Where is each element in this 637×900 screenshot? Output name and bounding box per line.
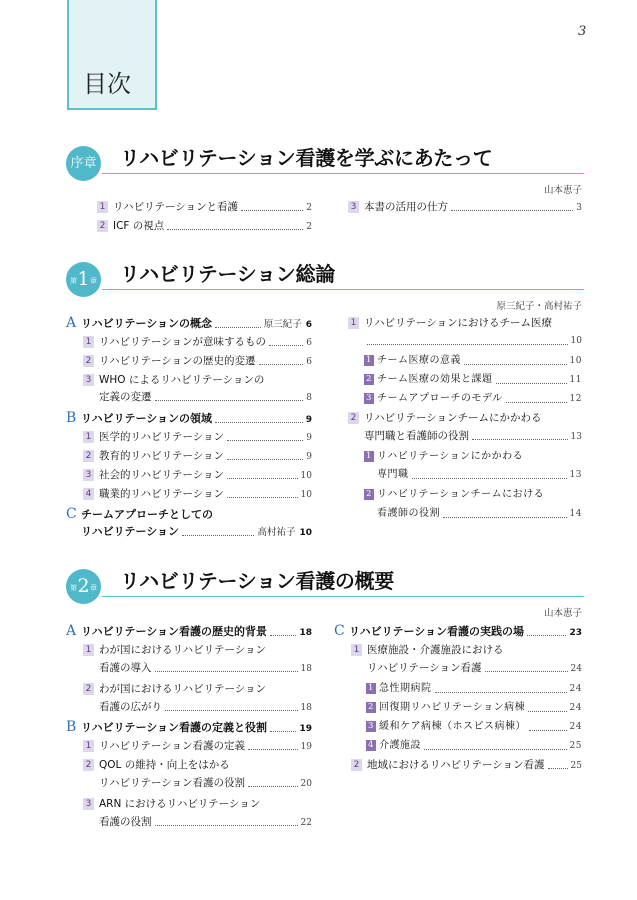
toc-entry-continued[interactable]: 看護の役割 22: [99, 816, 312, 828]
toc-entry[interactable]: 2 QOL の維持・向上をはかる: [66, 758, 312, 772]
chapter-title[interactable]: リハビリテーション総論: [120, 262, 335, 286]
toc-entry-continued[interactable]: 看護の導入 18: [99, 662, 312, 674]
toc-entry[interactable]: 1 リハビリテーション看護の定義 19: [66, 739, 312, 754]
toc-subentry[interactable]: 3 チームアプローチのモデル 12: [348, 392, 582, 406]
toc-subentry[interactable]: 1 急性期病院 24: [334, 682, 582, 696]
toc-subentry-continued[interactable]: 看護師の役割 14: [377, 508, 582, 519]
section-heading[interactable]: A リハビリテーション看護の歴史的背景 18: [66, 623, 312, 639]
chapter-rule: [102, 289, 584, 290]
chapter-badge: 序章: [66, 146, 101, 181]
toc-entry[interactable]: 1 リハビリテーションが意味するもの 6: [66, 335, 312, 350]
toc-entry-continued[interactable]: 専門職と看護師の役割 13: [364, 430, 582, 442]
toc-subentry-continued[interactable]: 専門職 13: [377, 469, 582, 480]
toc-title: 目次: [83, 70, 131, 98]
toc-entry[interactable]: 1 医療施設・介護施設における: [334, 643, 582, 657]
chapter-title[interactable]: リハビリテーション看護の概要: [120, 569, 394, 593]
toc-entry[interactable]: 3 WHO によるリハビリテーションの: [66, 373, 312, 387]
toc-entry[interactable]: 2 地域におけるリハビリテーション看護 25: [334, 758, 582, 773]
toc-entry[interactable]: 3 社会的リハビリテーション 10: [66, 468, 312, 483]
toc-entry-continued[interactable]: 定義の変遷 8: [99, 391, 312, 403]
section-heading[interactable]: B リハビリテーションの領域 9: [66, 410, 312, 426]
toc-entry[interactable]: 2 わが国におけるリハビリテーション: [66, 682, 312, 696]
chapter-title[interactable]: リハビリテーション看護を学ぶにあたって: [120, 146, 493, 170]
section-heading[interactable]: A リハビリテーションの概念 原三紀子 6: [66, 315, 312, 331]
chapter-badge: 第 1 章: [66, 262, 101, 297]
toc-subentry[interactable]: 2 リハビリテーションチームにおける: [348, 488, 582, 502]
toc-entry[interactable]: 2 リハビリテーションの歴史的変遷 6: [66, 354, 312, 369]
page-number: 3: [578, 24, 587, 39]
chapter-rule: [102, 173, 584, 174]
chapter-author: 山本恵子: [543, 185, 582, 196]
toc-entry-continued[interactable]: リハビリテーション看護 24: [367, 662, 582, 674]
chapter-badge: 第 2 章: [66, 569, 101, 604]
toc-entry[interactable]: 2 教育的リハビリテーション 9: [66, 449, 312, 464]
toc-subentry[interactable]: 4 介護施設 25: [334, 739, 582, 753]
toc-entry[interactable]: 3 ARN におけるリハビリテーション: [66, 797, 312, 811]
toc-entry[interactable]: 2 ICF の視点 2: [80, 219, 312, 234]
toc-subentry[interactable]: 1 チーム医療の意義 10: [348, 354, 582, 368]
toc-entry[interactable]: 4 職業的リハビリテーション 10: [66, 487, 312, 502]
section-heading[interactable]: C リハビリテーション看護の実践の場 23: [334, 623, 582, 639]
chapter-author: 原三紀子・高村祐子: [496, 301, 582, 312]
toc-entry[interactable]: 1 わが国におけるリハビリテーション: [66, 643, 312, 657]
toc-entry-continued[interactable]: 10: [348, 334, 582, 348]
toc-entry[interactable]: 2 リハビリテーションチームにかかわる: [348, 411, 582, 425]
chapter-author: 山本恵子: [543, 608, 582, 619]
toc-entry-continued[interactable]: リハビリテーション看護の役割 20: [99, 777, 312, 789]
toc-entry[interactable]: 1 リハビリテーションにおけるチーム医療: [348, 316, 582, 330]
toc-entry[interactable]: 3 本書の活用の仕方 3: [348, 200, 582, 215]
section-heading[interactable]: C チームアプローチとしての: [66, 506, 213, 522]
toc-subentry[interactable]: 2 回復期リハビリテーション病棟 24: [334, 701, 582, 715]
toc-entry[interactable]: 1 リハビリテーションと看護 2: [80, 200, 312, 215]
section-heading[interactable]: B リハビリテーション看護の定義と役割 19: [66, 719, 312, 735]
toc-entry[interactable]: 1 医学的リハビリテーション 9: [66, 430, 312, 445]
toc-subentry[interactable]: 2 チーム医療の効果と課題 11: [348, 373, 582, 387]
toc-subentry[interactable]: 3 緩和ケア病棟（ホスピス病棟） 24: [334, 720, 582, 734]
chapter-rule: [102, 596, 584, 597]
section-heading-continued[interactable]: リハビリテーション 高村祐子 10: [81, 525, 312, 538]
toc-entry-continued[interactable]: 看護の広がり 18: [99, 701, 312, 713]
toc-subentry[interactable]: 1 リハビリテーションにかかわる: [348, 450, 582, 464]
